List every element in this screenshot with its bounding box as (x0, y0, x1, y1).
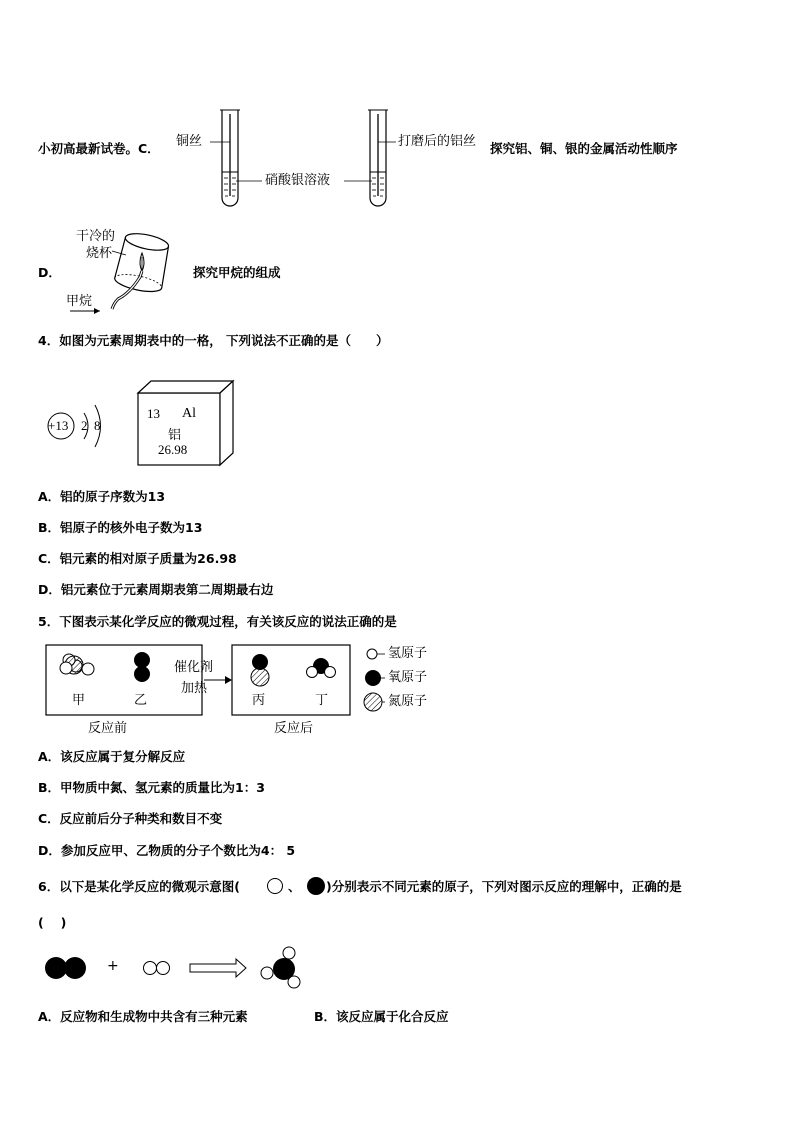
electron-shell-2: 8 (94, 418, 101, 433)
label-beaker: 烧杯 (86, 246, 113, 261)
label-yi: 乙 (134, 693, 148, 708)
q5-stem: 5．下图表示某化学反应的微观过程，有关该反应的说法正确的是 (38, 614, 397, 629)
label-dry-cold: 干冷的 (76, 229, 116, 244)
q6-option-b: B．该反应属于化合反应 (314, 1009, 449, 1024)
electron-shell-1: 2 (81, 418, 88, 433)
label-before-reaction: 反应前 (88, 721, 128, 736)
element-symbol: Al (182, 406, 196, 421)
q4-option-a: A．铝的原子序数为13 (38, 489, 166, 504)
reaction-arrow (190, 959, 246, 977)
test-tube-right (344, 110, 396, 206)
label-copper-wire: 铜丝 (176, 134, 203, 149)
q4-option-b: B．铝原子的核外电子数为13 (38, 520, 203, 535)
legend (364, 649, 385, 711)
q6-option-a: A．反应物和生成物中共含有三种元素 (38, 1009, 248, 1024)
atomic-mass: 26.98 (158, 442, 188, 457)
q5-option-a: A．该反应属于复分解反应 (38, 749, 186, 764)
q3-option-c-description: 探究铝、铜、银的金属活动性顺序 (490, 141, 678, 156)
q5-option-b: B．甲物质中氮、氢元素的质量比为1：3 (38, 780, 265, 795)
label-catalyst: 催化剂 (174, 660, 214, 675)
q6-stem-part2: )分别表示不同元素的原子，下列对图示反应的理解中，正确的是 (326, 879, 682, 894)
q3-option-d-prefix: D． (38, 265, 61, 280)
q4-option-c: C．铝元素的相对原子质量为26.98 (38, 551, 237, 566)
nucleus-charge: +13 (48, 418, 69, 433)
molecule-ding (307, 658, 336, 678)
reactant-white-molecule (144, 962, 170, 975)
q4-option-d: D．铝元素位于元素周期表第二周期最右边 (38, 582, 274, 597)
label-aluminum-wire: 打磨后的铝丝 (398, 134, 477, 149)
label-after-reaction: 反应后 (274, 721, 314, 736)
after-box (232, 645, 350, 715)
legend-hydrogen: 氢原子 (388, 646, 428, 661)
molecule-bing (251, 654, 269, 686)
molecule-jia (60, 654, 94, 675)
q6-reaction-diagram (40, 945, 320, 995)
q3-option-c-prefix: 小初高最新试卷。C． (38, 141, 160, 156)
black-atom-icon (306, 877, 326, 897)
white-atom-icon (266, 877, 284, 895)
molecule-yi (134, 652, 150, 682)
q5-option-c: C．反应前后分子种类和数目不变 (38, 811, 223, 826)
label-ding: 丁 (315, 693, 329, 708)
legend-nitrogen: 氮原子 (388, 694, 428, 709)
label-methane: 甲烷 (66, 294, 93, 309)
label-silver-nitrate: 硝酸银溶液 (265, 173, 331, 188)
q4-stem: 4．如图为元素周期表中的一格， 下列说法不正确的是（ ） (38, 333, 389, 348)
plus-sign: + (107, 958, 119, 974)
reactant-black-molecule (45, 957, 86, 979)
test-tubes-figure (200, 80, 520, 220)
legend-oxygen: 氧原子 (388, 670, 428, 685)
label-jia: 甲 (72, 693, 86, 708)
label-heating: 加热 (181, 681, 208, 696)
q3-option-d-description: 探究甲烷的组成 (193, 265, 281, 280)
q6-stem-part1: 6．以下是某化学反应的微观示意图( (38, 879, 240, 894)
atomic-number: 13 (147, 406, 160, 421)
element-name: 铝 (168, 428, 182, 443)
q6-stem-line2: ( ) (38, 915, 67, 930)
reaction-micro-diagram (40, 640, 440, 720)
q6-stem-separator: 、 (288, 879, 301, 894)
label-bing: 丙 (252, 693, 266, 708)
q5-option-d: D．参加反应甲、乙物质的分子个数比为4： 5 (38, 843, 296, 858)
test-tube-left (210, 110, 262, 206)
product-molecule (261, 947, 300, 988)
